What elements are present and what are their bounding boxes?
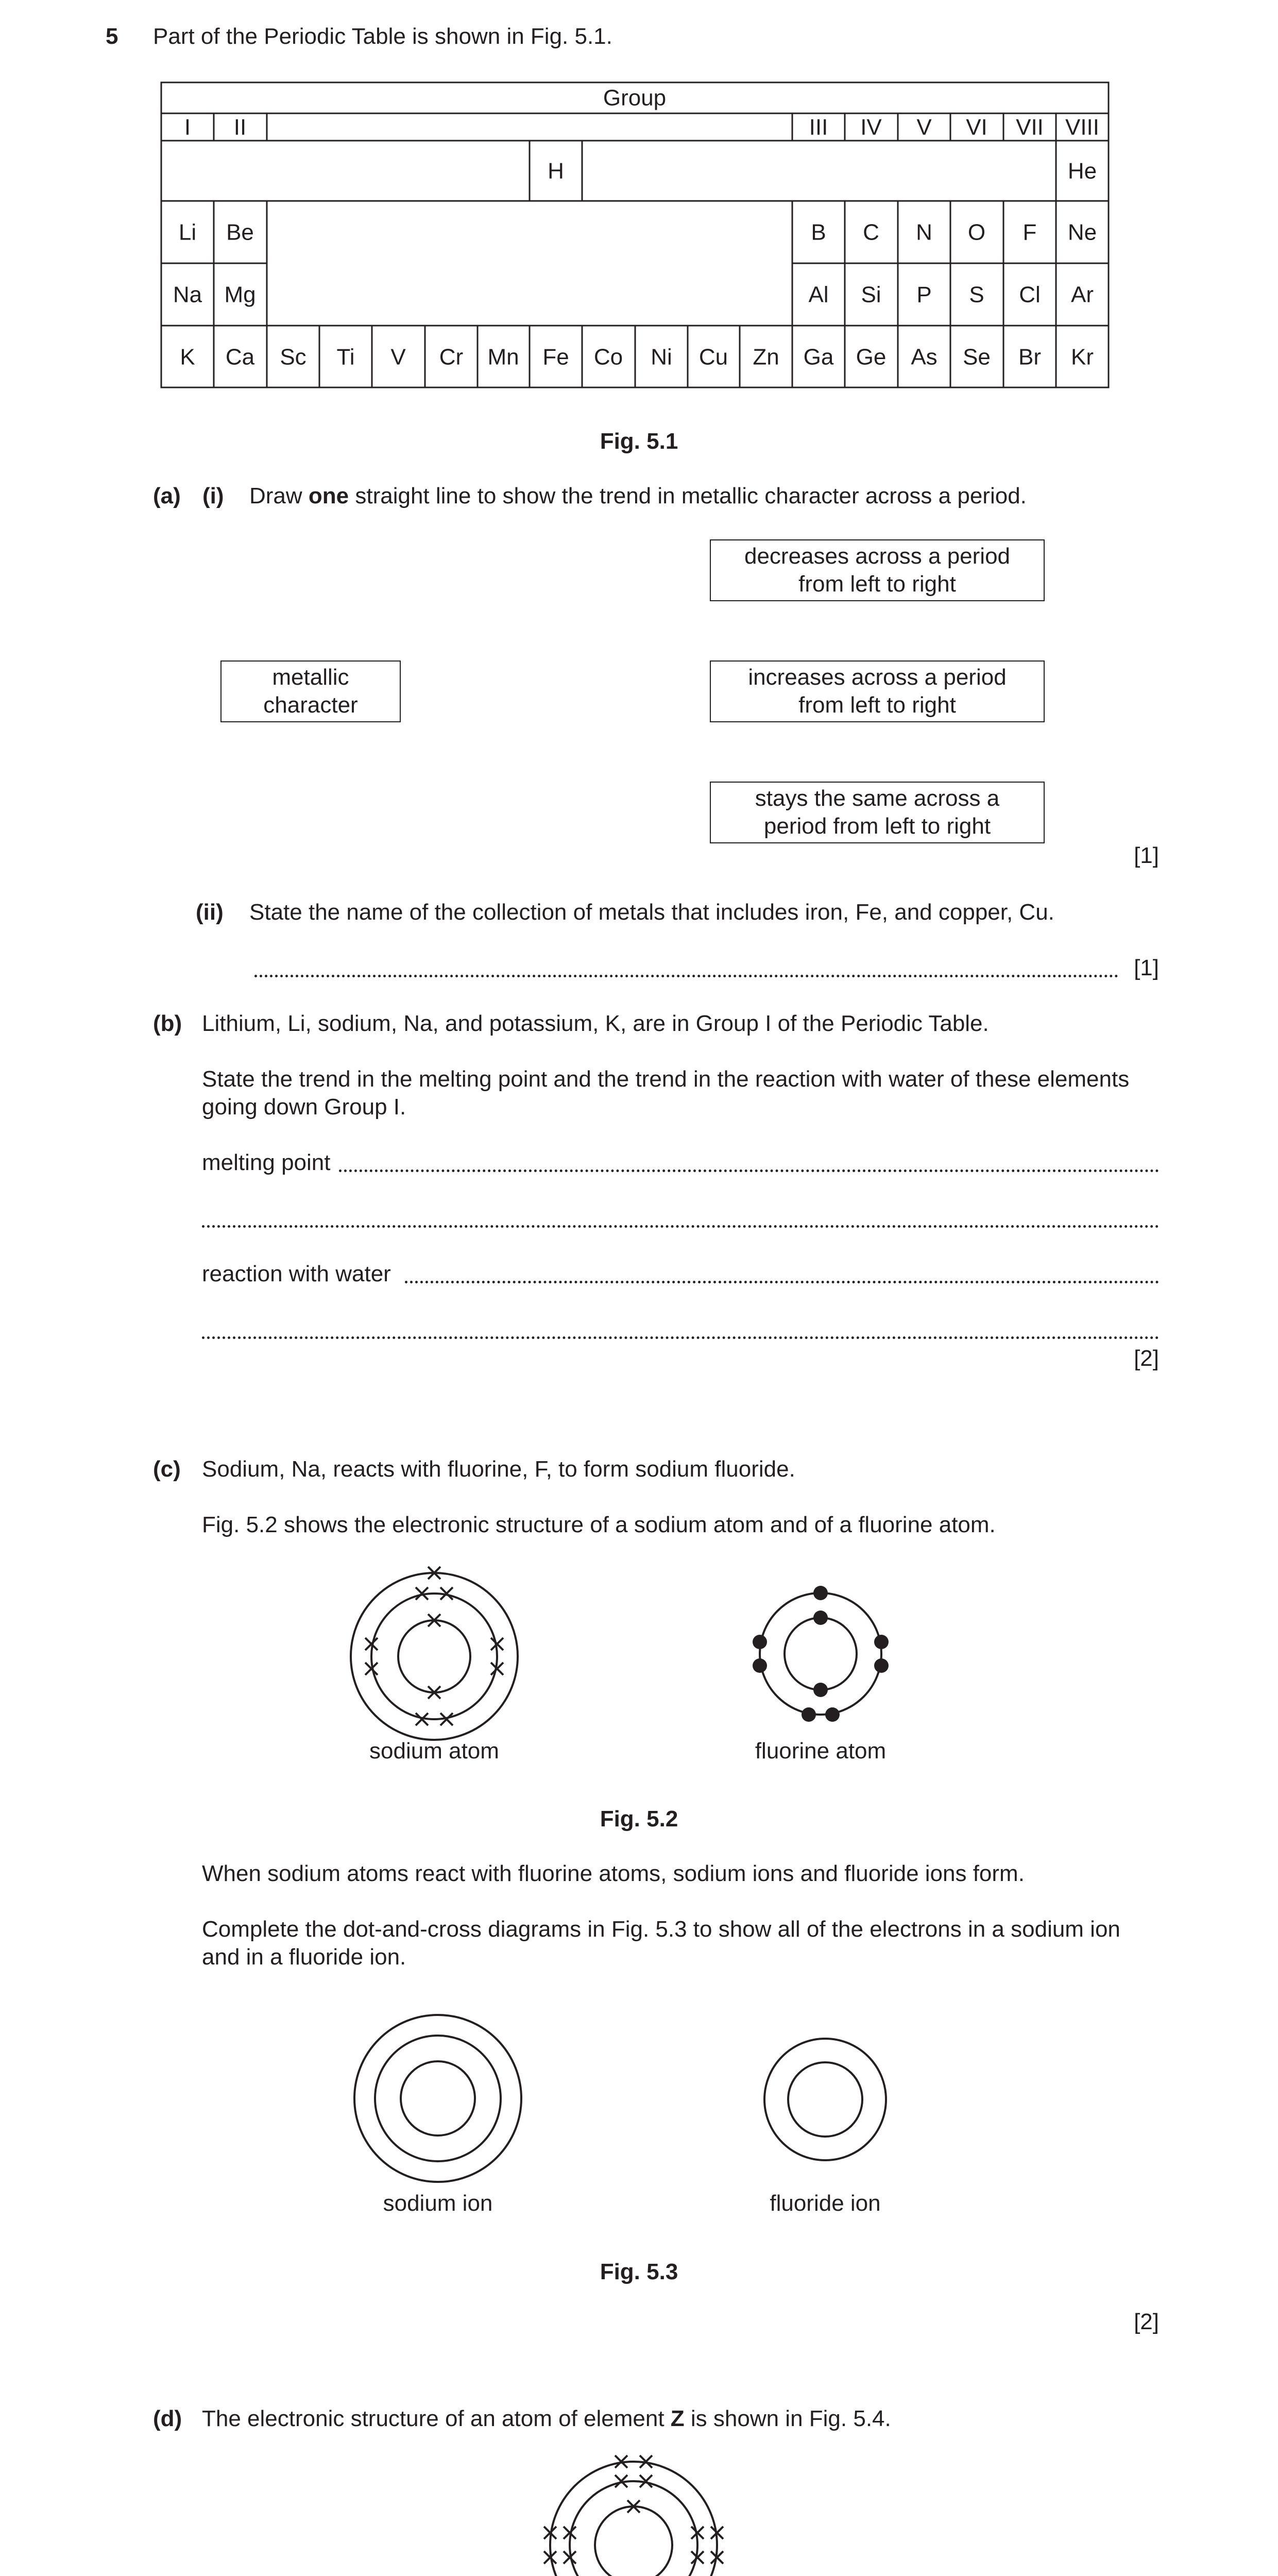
- fluoride-ion-label: fluoride ion: [770, 2191, 881, 2216]
- element-z-diagram: [546, 2458, 731, 2576]
- pt-element: Ga: [803, 344, 834, 370]
- pt-element: F: [1023, 219, 1037, 245]
- pt-element: S: [969, 282, 984, 308]
- fluorine-atom-diagram: [743, 1577, 898, 1731]
- part-c-label: (c): [153, 1456, 181, 1482]
- pt-element: Br: [1018, 344, 1041, 370]
- pt-group-label: V: [916, 114, 932, 140]
- pt-group-label: VI: [966, 114, 987, 140]
- pt-element: Cr: [439, 344, 464, 370]
- pt-element: He: [1067, 158, 1097, 184]
- pt-element: Ti: [336, 344, 355, 370]
- melting-point-label: melting point: [202, 1150, 331, 1175]
- fig-5-2-caption: Fig. 5.2: [600, 1806, 678, 1832]
- pt-group-label: I: [184, 114, 191, 140]
- part-d-label: (d): [153, 2406, 182, 2431]
- part-c-fig-intro: Fig. 5.2 shows the electronic structure of a sodium atom and of a fluorine atom.: [202, 1512, 996, 1537]
- part-b-text: Lithium, Li, sodium, Na, and potassium, K, are in Group I of the Periodic Table.: [202, 1011, 989, 1036]
- pt-element: Ne: [1067, 219, 1097, 245]
- option-box-increases[interactable]: increases across a period from left to right: [710, 660, 1045, 722]
- pt-element: Be: [226, 219, 254, 245]
- sodium-atom-label: sodium atom: [369, 1738, 499, 1764]
- part-b-label: (b): [153, 1011, 182, 1036]
- part-b-instruction-cont: going down Group I.: [202, 1094, 406, 1120]
- part-b-instruction: State the trend in the melting point and the trend in the reaction with water of these elements: [202, 1066, 1130, 1092]
- marks: [1]: [1134, 843, 1159, 868]
- part-d-text: The electronic structure of an atom of element Z is shown in Fig. 5.4.: [202, 2406, 891, 2431]
- pt-element: Ar: [1071, 282, 1094, 308]
- pt-group-label: VIII: [1065, 114, 1100, 140]
- pt-element: H: [548, 158, 564, 184]
- pt-element: Zn: [753, 344, 779, 370]
- option-box-stays-same[interactable]: stays the same across a period from left to right: [710, 782, 1045, 843]
- pt-element: B: [811, 219, 826, 245]
- fig-5-1-caption: Fig. 5.1: [600, 429, 678, 454]
- part-c-text: Sodium, Na, reacts with fluorine, F, to form sodium fluoride.: [202, 1456, 795, 1482]
- pt-element: Ca: [225, 344, 255, 370]
- pt-element: K: [180, 344, 195, 370]
- pt-element: N: [916, 219, 932, 245]
- question-intro: Part of the Periodic Table is shown in Fig. 5.1.: [153, 24, 612, 49]
- option-box-decreases[interactable]: decreases across a period from left to right: [710, 539, 1045, 601]
- part-c-reaction-text: When sodium atoms react with fluorine atoms, sodium ions and fluoride ions form.: [202, 1861, 1025, 1886]
- pt-element: Ni: [651, 344, 672, 370]
- pt-element: Se: [963, 344, 991, 370]
- marks: [1]: [1134, 955, 1159, 980]
- part-c-instruction-cont: and in a fluoride ion.: [202, 1944, 406, 1970]
- sodium-ion-label: sodium ion: [383, 2191, 493, 2216]
- fig-5-3-caption: Fig. 5.3: [600, 2259, 678, 2284]
- pt-element: Ge: [856, 344, 887, 370]
- pt-element: V: [390, 344, 406, 370]
- periodic-table: [0, 0, 1278, 412]
- pt-element: P: [916, 282, 932, 308]
- pt-element: Na: [173, 282, 202, 308]
- part-a-i-question: Draw one straight line to show the trend in metallic character across a period.: [249, 483, 1027, 509]
- part-a-ii-label: (ii): [196, 900, 224, 925]
- pt-element: Cl: [1019, 282, 1041, 308]
- pt-group-header: Group: [603, 85, 667, 111]
- pt-element: Li: [178, 219, 197, 245]
- question-number: 5: [106, 24, 118, 49]
- part-a-ii-question: State the name of the collection of metals that includes iron, Fe, and copper, Cu.: [249, 900, 1054, 925]
- fluorine-atom-label: fluorine atom: [755, 1738, 887, 1764]
- answer-line[interactable]: [339, 1170, 1159, 1172]
- part-c-instruction: Complete the dot-and-cross diagrams in Fig. 5.3 to show all of the electrons in a sodium ion: [202, 1917, 1120, 1942]
- reaction-with-water-label: reaction with water: [202, 1261, 391, 1286]
- fluoride-ion-diagram[interactable]: [761, 2035, 890, 2164]
- pt-element: As: [911, 344, 938, 370]
- pt-element: Co: [593, 344, 623, 370]
- part-a-label: (a): [153, 483, 181, 509]
- sodium-ion-diagram[interactable]: [350, 2011, 525, 2186]
- pt-element: Al: [808, 282, 829, 308]
- pt-group-label: III: [809, 114, 828, 140]
- pt-group-label: II: [233, 114, 247, 140]
- answer-line[interactable]: [202, 1225, 1159, 1228]
- sodium-atom-diagram: [347, 1569, 522, 1744]
- pt-element: Cu: [698, 344, 728, 370]
- marks: [2]: [1134, 2309, 1159, 2334]
- marks: [2]: [1134, 1346, 1159, 1371]
- pt-element: C: [863, 219, 879, 245]
- answer-line[interactable]: [254, 975, 1118, 977]
- answer-line[interactable]: [202, 1336, 1159, 1339]
- pt-group-label: IV: [860, 114, 882, 140]
- pt-element: Mn: [487, 344, 519, 370]
- answer-line[interactable]: [405, 1281, 1159, 1283]
- pt-element: Mg: [224, 282, 256, 308]
- pt-element: Sc: [280, 344, 306, 370]
- part-a-i-label: (i): [202, 483, 224, 509]
- metallic-character-box[interactable]: metallic character: [220, 660, 401, 722]
- pt-element: Fe: [542, 344, 569, 370]
- pt-group-label: VII: [1016, 114, 1044, 140]
- pt-element: Si: [861, 282, 881, 308]
- pt-element: O: [967, 219, 986, 245]
- pt-element: Kr: [1071, 344, 1094, 370]
